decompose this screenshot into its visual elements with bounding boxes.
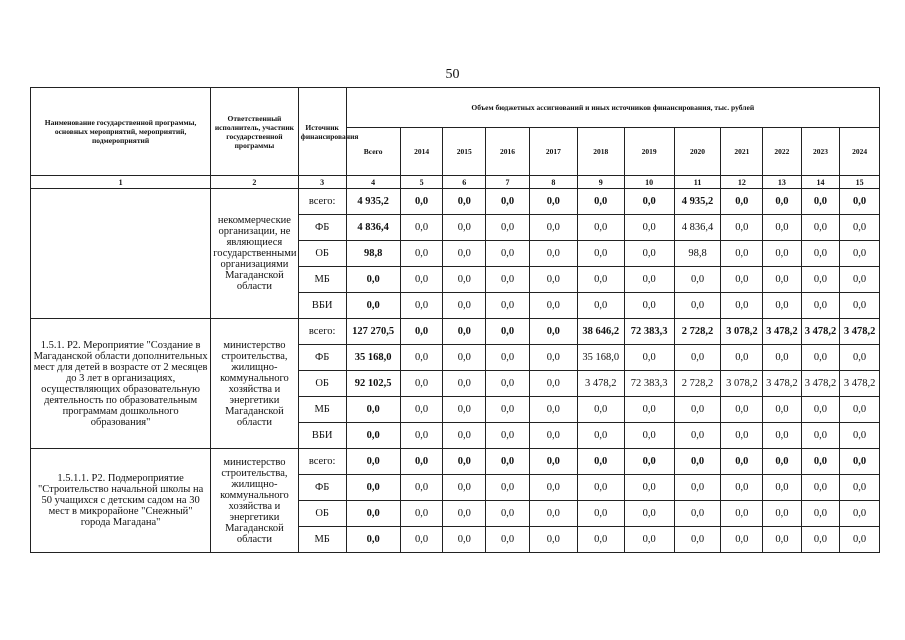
header-year: 2023 <box>801 128 840 176</box>
header-volume: Объем бюджетных ассигнований и иных источников финансирования, тыс. рублей <box>346 88 879 128</box>
executor-cell: некоммерческие организации, не являющиеся государственными организациями Магаданской области <box>211 189 298 319</box>
value-cell: 3 478,2 <box>763 319 802 345</box>
source-cell: всего: <box>298 449 346 475</box>
value-cell: 0,0 <box>577 267 624 293</box>
total-cell: 4 935,2 <box>346 189 400 215</box>
value-cell: 0,0 <box>674 501 721 527</box>
activity-name: 1.5.1. Р2. Мероприятие "Создание в Магаданской области дополнительных мест для детей в возрасте от 2 месяцев до 3 лет в организациях, осуществляющих образовательную деятельность по образовательным программам дошкольного образования" <box>31 319 211 449</box>
value-cell: 0,0 <box>486 267 530 293</box>
executor-cell: министерство строительства, жилищно-коммунального хозяйства и энергетики Магаданской области <box>211 449 298 553</box>
value-cell: 0,0 <box>486 319 530 345</box>
value-cell: 0,0 <box>529 527 577 553</box>
value-cell: 0,0 <box>763 423 802 449</box>
column-number: 6 <box>443 176 486 189</box>
value-cell: 0,0 <box>624 215 674 241</box>
value-cell: 0,0 <box>400 189 443 215</box>
value-cell: 0,0 <box>674 345 721 371</box>
table-row <box>31 319 880 345</box>
value-cell: 0,0 <box>400 397 443 423</box>
value-cell: 0,0 <box>674 267 721 293</box>
table-row <box>31 449 880 475</box>
source-cell: ОБ <box>298 241 346 267</box>
value-cell: 3 478,2 <box>763 371 802 397</box>
value-cell: 0,0 <box>529 319 577 345</box>
value-cell: 0,0 <box>577 527 624 553</box>
value-cell: 0,0 <box>577 241 624 267</box>
column-number: 13 <box>763 176 802 189</box>
header-year: 2014 <box>400 128 443 176</box>
value-cell: 0,0 <box>801 449 840 475</box>
value-cell: 72 383,3 <box>624 319 674 345</box>
table-body <box>31 189 880 553</box>
value-cell: 0,0 <box>400 241 443 267</box>
value-cell: 0,0 <box>801 397 840 423</box>
source-cell: ВБИ <box>298 293 346 319</box>
source-cell: ФБ <box>298 345 346 371</box>
value-cell: 0,0 <box>840 293 880 319</box>
value-cell: 0,0 <box>624 293 674 319</box>
value-cell: 0,0 <box>400 215 443 241</box>
header-executor: Ответственный исполнитель, участник государственной программы <box>211 88 298 176</box>
value-cell: 0,0 <box>763 215 802 241</box>
header-source: Источник финансирования <box>298 88 346 176</box>
value-cell: 0,0 <box>624 423 674 449</box>
source-cell: МБ <box>298 267 346 293</box>
value-cell: 0,0 <box>801 241 840 267</box>
total-cell: 127 270,5 <box>346 319 400 345</box>
value-cell: 0,0 <box>840 267 880 293</box>
value-cell: 3 078,2 <box>721 319 763 345</box>
total-cell: 0,0 <box>346 423 400 449</box>
value-cell: 0,0 <box>400 267 443 293</box>
value-cell: 38 646,2 <box>577 319 624 345</box>
value-cell: 3 478,2 <box>577 371 624 397</box>
column-number: 9 <box>577 176 624 189</box>
value-cell: 0,0 <box>529 345 577 371</box>
value-cell: 0,0 <box>674 423 721 449</box>
value-cell: 0,0 <box>577 397 624 423</box>
value-cell: 0,0 <box>624 267 674 293</box>
value-cell: 0,0 <box>763 345 802 371</box>
column-number: 12 <box>721 176 763 189</box>
value-cell: 0,0 <box>486 449 530 475</box>
value-cell: 0,0 <box>721 215 763 241</box>
value-cell: 3 478,2 <box>801 371 840 397</box>
header-year: 2020 <box>674 128 721 176</box>
value-cell: 0,0 <box>443 215 486 241</box>
value-cell: 0,0 <box>529 475 577 501</box>
value-cell: 0,0 <box>577 293 624 319</box>
value-cell: 0,0 <box>674 397 721 423</box>
value-cell: 0,0 <box>801 189 840 215</box>
source-cell: ВБИ <box>298 423 346 449</box>
value-cell: 0,0 <box>486 397 530 423</box>
total-cell: 92 102,5 <box>346 371 400 397</box>
value-cell: 0,0 <box>721 475 763 501</box>
value-cell: 0,0 <box>763 475 802 501</box>
value-cell: 0,0 <box>529 449 577 475</box>
value-cell: 35 168,0 <box>577 345 624 371</box>
total-cell: 4 836,4 <box>346 215 400 241</box>
value-cell: 0,0 <box>801 345 840 371</box>
value-cell: 0,0 <box>443 527 486 553</box>
value-cell: 0,0 <box>721 397 763 423</box>
value-cell: 0,0 <box>721 345 763 371</box>
value-cell: 0,0 <box>801 293 840 319</box>
total-cell: 98,8 <box>346 241 400 267</box>
value-cell: 0,0 <box>443 189 486 215</box>
value-cell: 0,0 <box>721 293 763 319</box>
header-year: 2021 <box>721 128 763 176</box>
value-cell: 0,0 <box>400 501 443 527</box>
column-number: 4 <box>346 176 400 189</box>
value-cell: 0,0 <box>763 527 802 553</box>
value-cell: 0,0 <box>840 423 880 449</box>
column-number: 7 <box>486 176 530 189</box>
value-cell: 0,0 <box>577 189 624 215</box>
source-cell: ФБ <box>298 475 346 501</box>
total-cell: 0,0 <box>346 501 400 527</box>
value-cell: 0,0 <box>443 449 486 475</box>
value-cell: 0,0 <box>400 319 443 345</box>
total-cell: 0,0 <box>346 267 400 293</box>
column-number: 3 <box>298 176 346 189</box>
total-cell: 0,0 <box>346 397 400 423</box>
value-cell: 0,0 <box>763 293 802 319</box>
header-year: 2022 <box>763 128 802 176</box>
activity-name <box>31 189 211 319</box>
value-cell: 0,0 <box>624 189 674 215</box>
value-cell: 4 836,4 <box>674 215 721 241</box>
table-header <box>31 88 880 189</box>
source-cell: МБ <box>298 527 346 553</box>
value-cell: 0,0 <box>721 501 763 527</box>
value-cell: 0,0 <box>577 423 624 449</box>
column-number: 2 <box>211 176 298 189</box>
header-year: 2016 <box>486 128 530 176</box>
value-cell: 98,8 <box>674 241 721 267</box>
value-cell: 0,0 <box>624 241 674 267</box>
value-cell: 0,0 <box>801 501 840 527</box>
header-total: Всего <box>346 128 400 176</box>
total-cell: 0,0 <box>346 293 400 319</box>
value-cell: 0,0 <box>577 501 624 527</box>
value-cell: 3 478,2 <box>840 319 880 345</box>
header-year: 2017 <box>529 128 577 176</box>
value-cell: 72 383,3 <box>624 371 674 397</box>
value-cell: 0,0 <box>624 449 674 475</box>
value-cell: 3 078,2 <box>721 371 763 397</box>
value-cell: 0,0 <box>721 423 763 449</box>
value-cell: 0,0 <box>400 345 443 371</box>
value-cell: 0,0 <box>763 189 802 215</box>
source-cell: МБ <box>298 397 346 423</box>
value-cell: 0,0 <box>443 371 486 397</box>
value-cell: 0,0 <box>840 449 880 475</box>
source-cell: ФБ <box>298 215 346 241</box>
header-year: 2019 <box>624 128 674 176</box>
value-cell: 0,0 <box>763 449 802 475</box>
total-cell: 0,0 <box>346 527 400 553</box>
total-cell: 0,0 <box>346 475 400 501</box>
value-cell: 0,0 <box>400 423 443 449</box>
value-cell: 0,0 <box>840 475 880 501</box>
value-cell: 0,0 <box>624 345 674 371</box>
header-year: 2015 <box>443 128 486 176</box>
value-cell: 0,0 <box>721 449 763 475</box>
value-cell: 0,0 <box>486 345 530 371</box>
value-cell: 0,0 <box>674 475 721 501</box>
value-cell: 0,0 <box>721 527 763 553</box>
value-cell: 0,0 <box>801 215 840 241</box>
value-cell: 0,0 <box>840 527 880 553</box>
column-number: 10 <box>624 176 674 189</box>
value-cell: 0,0 <box>763 397 802 423</box>
value-cell: 0,0 <box>840 215 880 241</box>
total-cell: 35 168,0 <box>346 345 400 371</box>
value-cell: 0,0 <box>400 475 443 501</box>
value-cell: 0,0 <box>721 267 763 293</box>
value-cell: 0,0 <box>840 501 880 527</box>
activity-name: 1.5.1.1. Р2. Подмероприятие "Строительство начальной школы на 50 учащихся с детским садом на 30 мест в микрорайоне "Снежный" города Магадана" <box>31 449 211 553</box>
header-year: 2024 <box>840 128 880 176</box>
value-cell: 0,0 <box>721 241 763 267</box>
source-cell: всего: <box>298 189 346 215</box>
value-cell: 0,0 <box>529 189 577 215</box>
table-row <box>31 189 880 215</box>
value-cell: 0,0 <box>577 475 624 501</box>
page-number: 50 <box>445 67 460 82</box>
column-number: 15 <box>840 176 880 189</box>
value-cell: 0,0 <box>443 241 486 267</box>
value-cell: 0,0 <box>443 293 486 319</box>
value-cell: 0,0 <box>763 241 802 267</box>
value-cell: 0,0 <box>577 449 624 475</box>
value-cell: 0,0 <box>443 319 486 345</box>
value-cell: 0,0 <box>840 189 880 215</box>
column-number: 5 <box>400 176 443 189</box>
value-cell: 0,0 <box>443 397 486 423</box>
value-cell: 0,0 <box>840 397 880 423</box>
source-cell: ОБ <box>298 501 346 527</box>
value-cell: 0,0 <box>801 475 840 501</box>
header-year: 2018 <box>577 128 624 176</box>
total-cell: 0,0 <box>346 449 400 475</box>
value-cell: 0,0 <box>840 241 880 267</box>
value-cell: 0,0 <box>443 345 486 371</box>
value-cell: 0,0 <box>529 267 577 293</box>
value-cell: 0,0 <box>443 267 486 293</box>
value-cell: 0,0 <box>486 475 530 501</box>
value-cell: 2 728,2 <box>674 371 721 397</box>
value-cell: 0,0 <box>486 189 530 215</box>
value-cell: 0,0 <box>674 293 721 319</box>
source-cell: всего: <box>298 319 346 345</box>
value-cell: 4 935,2 <box>674 189 721 215</box>
value-cell: 0,0 <box>400 293 443 319</box>
value-cell: 0,0 <box>486 501 530 527</box>
value-cell: 0,0 <box>443 475 486 501</box>
value-cell: 0,0 <box>624 475 674 501</box>
value-cell: 0,0 <box>840 345 880 371</box>
executor-cell: министерство строительства, жилищно-коммунального хозяйства и энергетики Магаданской области <box>211 319 298 449</box>
value-cell: 0,0 <box>486 371 530 397</box>
column-number: 1 <box>31 176 211 189</box>
header-name: Наименование государственной программы, основных мероприятий, мероприятий, подмероприятий <box>31 88 211 176</box>
value-cell: 0,0 <box>529 423 577 449</box>
value-cell: 0,0 <box>529 293 577 319</box>
value-cell: 0,0 <box>674 449 721 475</box>
value-cell: 0,0 <box>486 215 530 241</box>
value-cell: 3 478,2 <box>840 371 880 397</box>
value-cell: 0,0 <box>801 527 840 553</box>
value-cell: 0,0 <box>721 189 763 215</box>
value-cell: 0,0 <box>763 501 802 527</box>
column-number: 8 <box>529 176 577 189</box>
value-cell: 0,0 <box>529 501 577 527</box>
value-cell: 0,0 <box>400 449 443 475</box>
value-cell: 0,0 <box>801 267 840 293</box>
column-number: 14 <box>801 176 840 189</box>
value-cell: 0,0 <box>486 527 530 553</box>
value-cell: 0,0 <box>486 241 530 267</box>
value-cell: 0,0 <box>577 215 624 241</box>
value-cell: 0,0 <box>486 423 530 449</box>
value-cell: 0,0 <box>529 397 577 423</box>
value-cell: 0,0 <box>529 215 577 241</box>
value-cell: 0,0 <box>529 241 577 267</box>
value-cell: 0,0 <box>529 371 577 397</box>
budget-table <box>30 87 880 553</box>
source-cell: ОБ <box>298 371 346 397</box>
value-cell: 0,0 <box>400 371 443 397</box>
value-cell: 0,0 <box>400 527 443 553</box>
value-cell: 3 478,2 <box>801 319 840 345</box>
value-cell: 0,0 <box>624 527 674 553</box>
value-cell: 2 728,2 <box>674 319 721 345</box>
value-cell: 0,0 <box>624 397 674 423</box>
value-cell: 0,0 <box>801 423 840 449</box>
column-number: 11 <box>674 176 721 189</box>
value-cell: 0,0 <box>486 293 530 319</box>
value-cell: 0,0 <box>443 501 486 527</box>
value-cell: 0,0 <box>624 501 674 527</box>
value-cell: 0,0 <box>674 527 721 553</box>
value-cell: 0,0 <box>443 423 486 449</box>
value-cell: 0,0 <box>763 267 802 293</box>
